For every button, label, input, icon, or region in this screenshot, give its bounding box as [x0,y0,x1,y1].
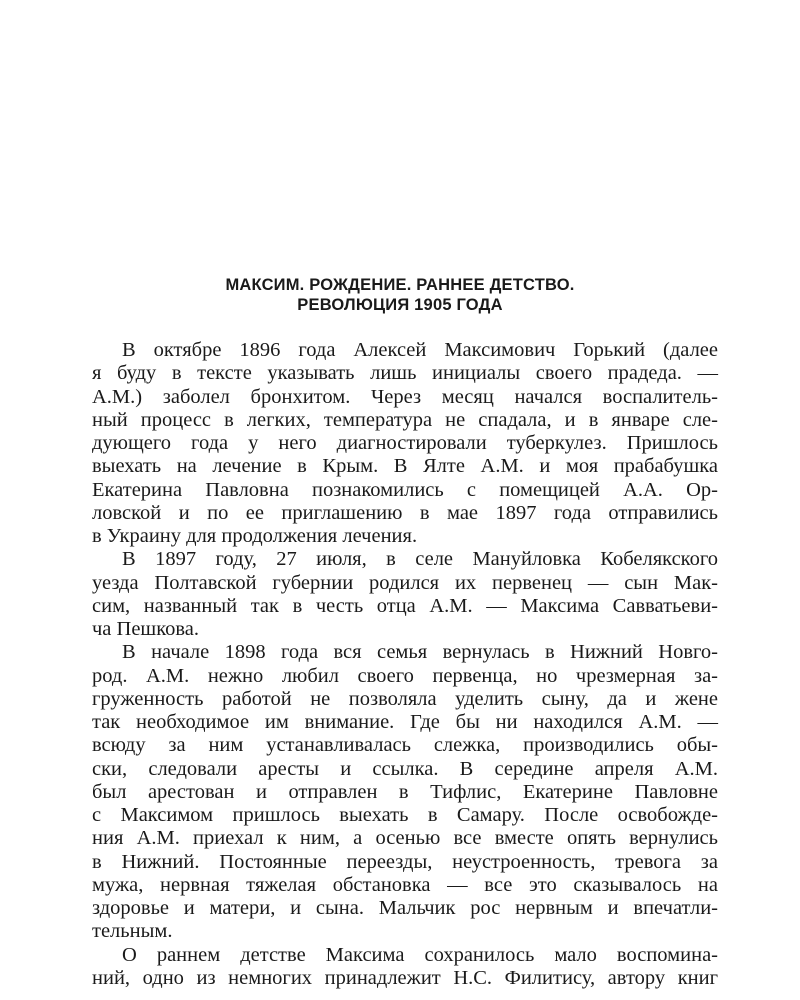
chapter-title [0,275,800,315]
body-text [92,339,718,990]
text-line: выехать на лечение в Крым. В Ялте А.М. и моя прабабушка [92,455,718,478]
text-line: ловской и по ее приглашению в мае 1897 года отправились [92,501,718,524]
text-line: мужа, нервная тяжелая обстановка — все это сказывалось на [92,873,718,896]
paragraph [92,944,718,991]
text-line: груженность работой не позволяла уделить сыну, да и жене [92,687,718,710]
text-line: В 1897 году, 27 июля, в селе Мануйловка Кобелякского [122,548,718,571]
text-line: был арестован и отправлен в Тифлис, Екатерине Павловне [92,780,718,803]
chapter-title-line-1: МАКСИМ. РОЖДЕНИЕ. РАННЕЕ ДЕТСТВО. [225,276,575,294]
text-line: А.М.) заболел бронхитом. Через месяц начался воспалитель- [92,385,718,408]
text-line: ски, следовали аресты и ссылка. В середине апреля А.М. [92,757,718,780]
text-line: В октябре 1896 года Алексей Максимович Горький (далее [122,339,718,361]
text-line: всюду за ним устанавливалась слежка, производились обы- [92,734,718,757]
chapter-title-line-2: РЕВОЛЮЦИЯ 1905 ГОДА [297,296,503,314]
text-line: в Украину для продолжения лечения. [92,525,418,547]
text-line: здоровье и матери, и сына. Мальчик рос нервным и впечатли- [92,897,718,919]
paragraph [92,548,718,641]
text-line: тельным. [92,920,173,943]
text-line: уезда Полтавской губернии родился их первенец — сын Мак- [92,571,718,594]
text-line: ча Пешкова. [92,618,200,640]
text-line: сим, названный так в честь отца А.М. — Максима Савватьеви- [92,594,718,617]
text-line: с Максимом пришлось выехать в Самару. После освобожде- [92,804,718,826]
text-line: род. А.М. нежно любил своего первенца, но чрезмерная за- [92,664,718,687]
text-line: так необходимое им внимание. Где бы ни находился А.М. — [92,711,718,733]
text-line: О раннем детстве Максима сохранилось мало воспомина- [122,943,718,966]
text-line: В начале 1898 года вся семья вернулась в Нижний Новго- [122,641,718,664]
text-line: ный процесс в легких, температура не спадала, и в январе сле- [92,408,718,431]
paragraph [92,339,718,548]
text-line: я буду в тексте указывать лишь инициалы своего прадеда. — [92,362,718,385]
text-line: в Нижний. Постоянные переезды, неустроенность, тревога за [92,850,718,873]
paragraph [92,641,718,943]
text-line: ния А.М. приехал к ним, а осенью все вместе опять вернулись [92,827,718,850]
text-line: дующего года у него диагностировали туберкулез. Пришлось [92,432,718,454]
text-line: Екатерина Павловна познакомились с помещицей А.А. Ор- [92,478,718,501]
text-line: ний, одно из немногих принадлежит Н.С. Филитису, автору книг [92,966,718,989]
